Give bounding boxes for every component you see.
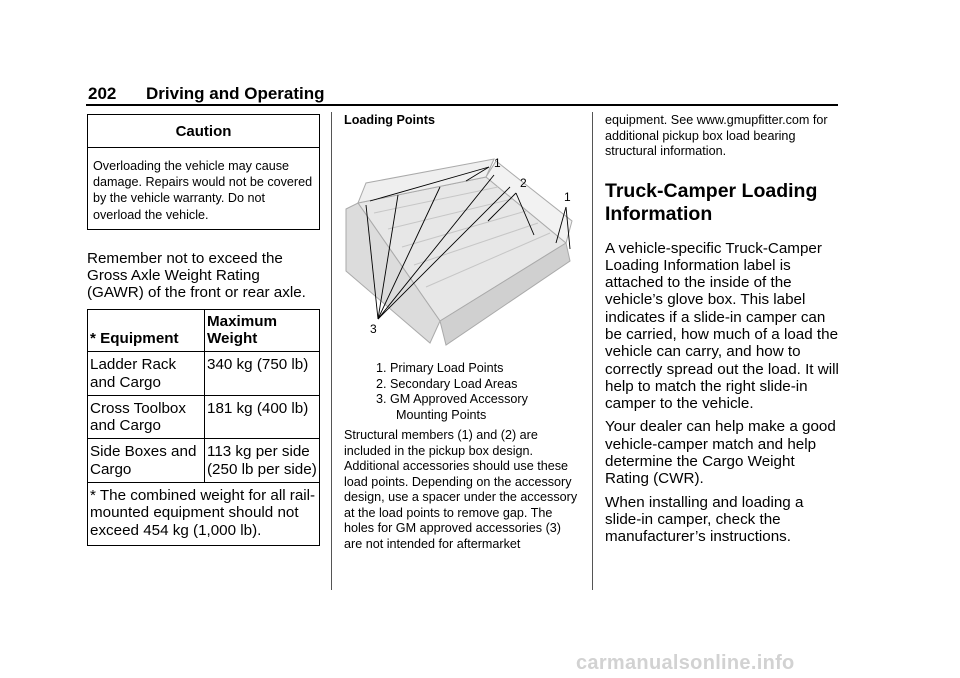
figure-legend — [344, 361, 579, 423]
caution-title: Caution — [88, 115, 319, 148]
continuation-paragraph: equipment. See www.gmupfitter.com for additional pickup box load bearing structural information. — [605, 113, 828, 158]
column-3 — [605, 113, 841, 546]
callout-1-right: 1 — [564, 190, 571, 204]
body-paragraph: Your dealer can help make a good vehicle-camper match and help determine the Cargo Weight Rating (CWR). — [605, 418, 836, 488]
remember-paragraph: Remember not to exceed the Gross Axle Weight Rating (GAWR) of the front or rear axle. — [87, 249, 306, 302]
body-paragraph: A vehicle-specific Truck-Camper Loading Information label is attached to the inside of the vehicle’s glove box. This label indicates if a slide-in camper can be carried, how much of a load the vehicle can carry, and how to correctly spread out the load. It will help to match the right slide-in camper to the vehicle. — [605, 239, 839, 413]
section-title: Driving and Operating — [146, 84, 325, 103]
table-row — [88, 439, 320, 483]
section-heading: Truck-Camper Loading Information — [605, 179, 818, 225]
table-footnote: * The combined weight for all rail-mounted equipment should not exceed 454 kg (1,000 lb). — [88, 483, 320, 546]
legend-item: 3. GM Approved Accessory Mounting Points — [376, 392, 528, 422]
weight-cell: 113 kg per side (250 lb per side) — [205, 439, 320, 483]
callout-3: 3 — [370, 322, 377, 336]
caution-text: Overloading the vehicle may cause damage. Repairs would not be covered by the vehicle warranty. Do not overload the vehicle. — [93, 159, 313, 222]
column-2 — [344, 113, 579, 552]
equipment-cell: Ladder Rack and Cargo — [88, 352, 205, 396]
equipment-column-header: * Equipment — [88, 309, 205, 352]
caution-box — [87, 114, 320, 230]
table-row — [88, 395, 320, 439]
callout-1-top: 1 — [494, 156, 501, 170]
equipment-cell: Cross Toolbox and Cargo — [88, 395, 205, 439]
load-table — [87, 309, 320, 546]
table-row — [88, 352, 320, 396]
header-rule — [86, 104, 838, 106]
pickup-bed-drawing — [344, 131, 579, 351]
watermark: carmanualsonline.info — [576, 652, 795, 674]
weight-cell: 340 kg (750 lb) — [205, 352, 320, 396]
column-1 — [87, 114, 320, 546]
callout-2: 2 — [520, 176, 527, 190]
table-header-row — [88, 309, 320, 352]
weight-column-header: Maximum Weight — [205, 309, 320, 352]
equipment-cell: Side Boxes and Cargo — [88, 439, 205, 483]
structural-paragraph: Structural members (1) and (2) are included in the pickup box design. Additional accessories should use these load points. Depending on the accessory design, use a spacer under the accessory at the load points to remove gap. The holes for GM approved accessories (3) are not intended for aftermarket — [344, 428, 578, 551]
legend-item: 2. Secondary Load Areas — [376, 376, 518, 391]
column-divider-left — [331, 112, 332, 590]
loading-points-title: Loading Points — [344, 113, 435, 127]
page-header — [88, 84, 325, 104]
table-footnote-row — [88, 483, 320, 546]
legend-item: 1. Primary Load Points — [376, 361, 504, 375]
page-number: 202 — [88, 84, 117, 103]
body-paragraph: When installing and loading a slide-in camper, check the manufacturer’s instructions. — [605, 493, 804, 546]
weight-cell: 181 kg (400 lb) — [205, 395, 320, 439]
column-divider-right — [592, 112, 593, 590]
pickup-box-illustration — [344, 131, 579, 351]
